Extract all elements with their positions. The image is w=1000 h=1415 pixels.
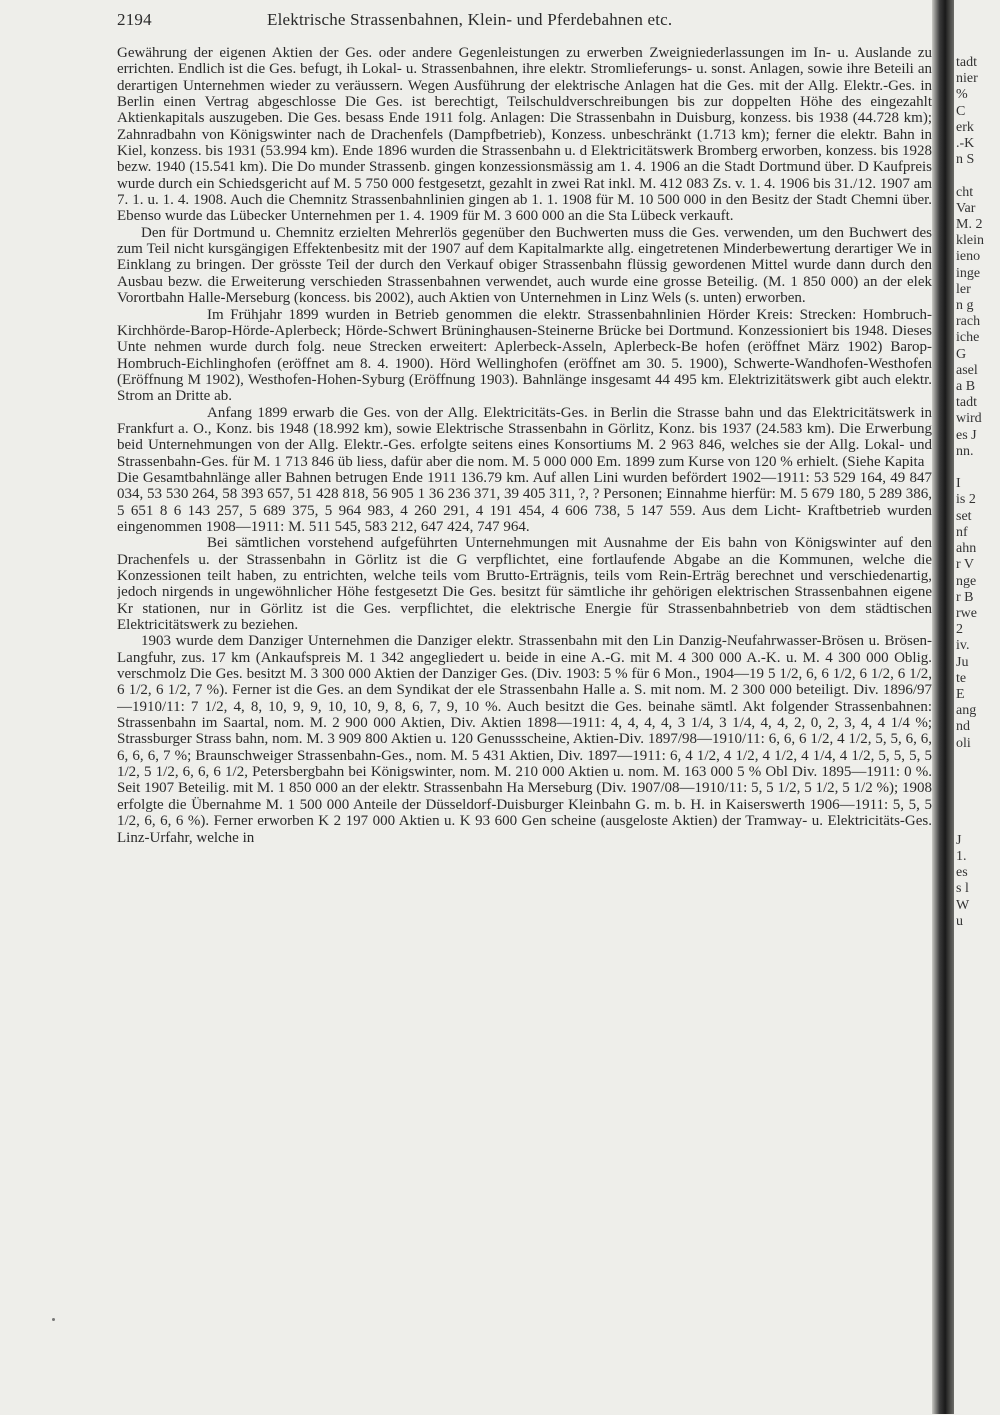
text-line: Die Gesamtbahnlänge aller Bahnen betrugen Ende 1911 136.79 km. Auf allen Lini [117, 469, 619, 486]
fragment-line: ieno [956, 249, 981, 265]
fragment-line: J [956, 832, 962, 848]
text-line: Zweigniederlassungen im In- u. Auslande zu errichten. Endlich ist die Ges. befugt, ih [117, 45, 932, 78]
paragraph [117, 405, 932, 470]
text-line: die Ges. verwenden, um den Buchwert des zum Teil nicht kursgängigen Effektenbesitz [117, 224, 932, 258]
fragment-line: nier [956, 71, 978, 87]
paragraph [117, 633, 932, 845]
text-line: Danzig-Neufahrwasser-Brösen u. Brösen-Langfuhr, zus. 17 km (Ankaufspreis M. 1 342 [117, 633, 932, 666]
text-line: 6, 6, 6 1/2, 4 1/2, 5, 5, 6, 6, 6, 6, 6, 7 %; Braunschweiger Strassenbahn-Ges., nom. M. 5 431 [117, 731, 932, 764]
text-line: Die Ges. besitzt M. 3 300 000 Aktien der Danziger Ges. (Div. 1903: 5 % für 6 Mon., 1904—19 [190, 666, 765, 683]
fragment-line: nd [956, 719, 970, 735]
fragment-line: asel [956, 362, 978, 378]
fragment-line [956, 800, 1000, 816]
text-line: Die Ges. besitzt für sämtliche ihr gehörigen elektrischen Strassenbahnen eigene Kr [117, 584, 932, 617]
text-line: inkl. M. 412 083 Zs. v. 1. 4. 1906 bis 31./12. 1907 am 7. 1. u. 1. 4. 1908. Auch die Chemnitz [117, 175, 932, 209]
fragment-line: r B [956, 589, 974, 605]
text-line: Unternehmungen von der Allg. Elektr.-Ges. erfolgte seitens eines Konsortiums [147, 437, 632, 454]
text-line: scheine (ausgeloste Aktien) der Tramway- u. Elektricitäts-Ges. Linz-Urfahr, welche in [117, 813, 932, 846]
text-line: 1903 wurde dem Danziger Unternehmen die Danziger elektr. Strassenbahn mit den Lin [141, 633, 674, 650]
text-line: mit der 1907 auf dem Kapitalmarkte allg. eingetretenen Minderbewertung derartiger We [383, 241, 917, 258]
fragment-line: tadt [956, 55, 977, 70]
fragment-line: wird [956, 411, 982, 427]
text-line: bahn von Königswinter auf den Drachenfels u. der Strassenbahn in Görlitz ist die G [117, 535, 932, 568]
text-line: Anlagen hat die Ges. mit der Allg. Elektr.-Ges. in Berlin einen Vertrag abgeschlosse [117, 77, 932, 111]
fragment-line: u [956, 913, 963, 929]
text-line: 1902), Westhofen-Hohen-Syburg (Eröffnung 1903). Bahnlänge insgesamt 44 495 km. [205, 371, 724, 388]
text-line: Div. 1895—1911: 0 %. Seit 1907 Beteilig. mit M. 1 850 000 an der elektr. Strassenbahn Ha [117, 764, 932, 797]
text-line: wurden befördert 1902—1911: 53 529 164, 49 847 034, 53 530 264, 58 393 657, 51 428 818, 56 905 1 [117, 469, 932, 503]
text-line: angegliedert u. beide in eine A.-G. mit M. 4 300 000 A.-K. u. M. 4 300 000 Oblig. verschmolz [117, 649, 932, 683]
text-line: Die Ges. ist berechtigt, Teilschuldverschreibungen bis zur doppelten Höhe des eingezahlt [344, 94, 932, 111]
fragment-line [956, 930, 1000, 946]
fragment-line: G [956, 346, 967, 362]
text-line: Strassenbahnen verwendet, auch wurde eine grosse Beteilig. (M. 1 850 000) an der elek [387, 273, 932, 290]
fragment-line: ang [956, 703, 977, 719]
text-line: teilt haben, zu entrichten, welche teils vom Brutto-Erträgnis, teils vom Rein-Erträg [207, 568, 730, 584]
fragment-line [956, 168, 1000, 184]
text-line: 6 143 257, 5 689 375, 5 964 983, 4 260 291, 4 191 454, 4 606 738, 5 147 559. Aus dem Licht- [173, 502, 801, 519]
text-line: Elektrizitätswerk gibt auch elektr. Strom an Dritte ab. [117, 371, 932, 405]
text-line: 5 1/2, 6, 6 1/2, 6 1/2, 6 1/2, 6 1/2, 6 1/2, 7 %). Ferner ist die Ges. an dem Syndikat der ele [117, 666, 932, 699]
fragment-line [956, 995, 1000, 1011]
fragment-line: ler [956, 281, 971, 297]
fragment-line: klein [956, 233, 984, 249]
fragment-line: nge [956, 573, 977, 589]
text-line: nehmen wurde durch folg. neue Strecken erweitert: Aplerbeck-Asseln, Aplerbeck-Be [154, 339, 698, 356]
text-line: bahn und das Elektricitätswerk in Frankfurt a. O., Konz. bis 1948 (18.992 km), sowie [117, 404, 932, 437]
text-line: M. 1 500 000 Anteile der Düsseldorf-Duisburger Kleinbahn G. m. b. H. in Kaiserswerth [265, 796, 805, 813]
running-title: Elektrische Strassenbahnen, Klein- und Pferdebahnen etc. [267, 10, 673, 29]
fragment-line: inge [956, 265, 981, 281]
paragraph [117, 225, 932, 307]
paragraph [117, 307, 932, 405]
text-line: Strassenbahnbetrieb von dem städtischen Elektricitätswerk zu beziehen. [117, 600, 932, 634]
text-line: M. 2 963 846, welches sie der Allg. Lokal- und Strassenbahn-Ges. für M. 1 713 846 üb [117, 437, 932, 470]
fragment-line: n S [956, 152, 975, 168]
fragment-line [956, 962, 1000, 978]
fragment-line: erk [956, 119, 974, 135]
book-gutter-shadow [932, 0, 954, 1414]
text-line: 36 236 371, 39 405 311, ?, ? Personen; Einnahme hierfür: M. 5 679 180, 5 289 386, 5 651 8 [117, 486, 932, 519]
text-line: Aktienkapitals auszugeben. Die Ges. besass Ende 1911 folg. Anlagen: Die Strassenbahn [117, 110, 656, 127]
fragment-line: a B [956, 379, 976, 395]
paragraph [117, 470, 932, 535]
text-line: Lokal- u. Strassenbahnen, ihre elektr. Stromlieferungs- u. sonst. Anlagen, sowie ihre Beteili [361, 61, 914, 78]
fragment-line: is 2 [956, 492, 976, 508]
text-line: Aktien, Div. 1897—1911: 6, 4 1/2, 4 1/2, 4 1/2, 4 1/4, 4 1/2, 5, 5, 5, 5 1/2, 5 1/2, 6, 6, 6 1/2, [117, 747, 932, 781]
fragment-line [956, 784, 1000, 800]
fragment-line: C [956, 103, 966, 119]
fragment-line [956, 752, 1000, 768]
fragment-line: te [956, 670, 967, 686]
text-line: Kraftbetrieb wurden eingenommen 1908—1911: M. 511 545, 583 212, 647 424, 747 964. [117, 502, 932, 535]
fragment-line: 2 [956, 622, 963, 638]
text-line: Den für Dortmund u. Chemnitz erzielten Mehrerlös gegenüber den Buchwerten muss [141, 224, 664, 241]
main-text-column [117, 45, 932, 1415]
text-line: berechnet und verschiedenartig, jedoch nirgends in ungewöhnlicher Höhe festgesetzt [117, 568, 932, 601]
fragment-line: nn. [956, 443, 974, 459]
fragment-line [956, 979, 1000, 995]
text-line: Strassenbahnlinien gingen ab 1. 1. 1908 für M. 10 500 000 in den Besitz der Stadt Chemni [351, 192, 899, 209]
paragraph [117, 535, 932, 633]
fragment-line: W [956, 897, 970, 913]
text-line: verpflichtet, eine fortlaufende Abgabe an die Kommunen, welche die Konzessionen [117, 551, 932, 584]
text-line: Wels (s. unten) erworben. [651, 290, 806, 307]
fragment-line: I [956, 476, 961, 492]
text-line: Aktien 1898—1911: 4, 4, 4, 4, 3 1/4, 3 1/4, 4, 4, 2, 0, 2, 3, 4, 4 1/4 %; Strassburger Strass [117, 715, 932, 748]
text-line: hofen (eröffnet März 1902) Barop-Hombruch-Eichlinghofen (eröffnet am 8. 4. 1900). Hörd [117, 339, 932, 372]
text-line: Hörder Kreis: Strecken: Hombruch-Kirchhörde-Barop-Hörde-Aplerbeck; Hörde-Schwert [117, 306, 932, 339]
text-line: Kaufpreis wurde durch ein Schiedsgericht auf M. 5 750 000 festgesetzt, gezahlt in zwei Rat [117, 159, 932, 192]
text-line: an derartigen Unternehmen wieder zu veräussern. Wegen Ausführung der elektrische [117, 61, 932, 94]
text-line: flüssig gewordenen Mittel wurde dann durch den Ausbau bezw. die Erweiterung verschieden [117, 257, 932, 290]
text-line: Petersbergbahn bei Königswinter, nom. M. 210 000 Aktien u. nom. M. 163 000 5 % Obl [252, 764, 788, 781]
fragment-line: M. 2 [956, 217, 983, 233]
text-line: Bei sämtlichen vorstehend aufgeführten Unternehmungen mit Ausnahme der Eis [207, 535, 721, 552]
text-line: 4, 8, 10, 9, 9, 10, 10, 9, 8, 6, 7, 9, 10 %. Auch besitzt die Ges. beinahe sämtl. Akt [233, 698, 765, 715]
text-line: Elektricitätswerk Bromberg erworben, konzess. bis 1928 bezw. 1940 (15.541 km). Die Do [117, 143, 932, 176]
fragment-line: % [956, 87, 968, 103]
page-header [117, 10, 917, 34]
fragment-line: set [956, 508, 972, 524]
fragment-line [956, 460, 1000, 476]
fragment-line [956, 768, 1000, 784]
text-line: bahn, nom. M. 3 909 800 Aktien u. 120 Genussscheine, Aktien-Div. 1897/98—1910/11: [235, 731, 765, 748]
fragment-line: Ju [956, 654, 969, 670]
text-line: Anfang 1899 erwarb die Ges. von der Allg. Elektricitäts-Ges. in Berlin die Strasse [207, 404, 720, 421]
fragment-line: s l [956, 881, 969, 897]
text-line: Elektrische Strassenbahn in Görlitz, Konz. bis 1937 (24.583 km). Die Erwerbung beid [117, 420, 932, 454]
fragment-line: rach [956, 314, 981, 330]
fragment-line [956, 1011, 1000, 1027]
scan-speck [52, 1318, 55, 1321]
text-line: Merseburg (Div. 1907/08—1910/11: 5, 5 1/2, 5 1/2, 5 1/2 %); 1908 erfolgte die Übernahme [117, 780, 932, 813]
fragment-line: cht [956, 184, 974, 200]
text-line: in Kiel, konzess. bis 1931 (53.994 km). Ende 1896 wurden die Strassenbahn u. d [117, 126, 932, 160]
fragment-line: ahn [956, 541, 977, 557]
text-line: Lübeck verkauft. [631, 208, 734, 225]
paragraph [117, 45, 932, 225]
text-line: Gewährung der eigenen Aktien der Ges. oder andere Gegenleistungen zu erwerben [117, 45, 643, 61]
fragment-line: nf [956, 524, 968, 540]
text-line: liess, dafür aber die nom. M. 5 000 000 Em. 1899 zum Kurse von 120 % erhielt. (Siehe Kapita [356, 453, 925, 470]
text-line: Drachenfels (Dampfbetrieb), Konzess. unbeschränkt (1.713 km); ferner die elektr. Bahn [370, 126, 915, 143]
fragment-line: tadt [956, 395, 977, 411]
fragment-line [956, 817, 1000, 833]
fragment-line [956, 946, 1000, 962]
page-number: 2194 [117, 10, 152, 29]
fragment-line: 1. [956, 848, 967, 864]
text-line: 1906—1911: 5, 5, 5 1/2, 6, 6, 6 %). Ferner erworben K 2 197 000 Aktien u. K 93 600 Gen [117, 796, 932, 830]
text-line: Strassenbahn Halle a. S. mit nom. M. 2 300 000 beteiligt. Div. 1896/97—1910/11: 7 1/2, [117, 682, 932, 715]
text-line: folgender Strassenbahnen: Strassenbahn im Saartal, nom. M. 2 900 000 Aktien, Div. [117, 698, 932, 732]
text-line: Im Frühjahr 1899 wurden in Betrieb genommen die elektr. Strassenbahnlinien [207, 306, 701, 323]
text-line: Brüninghausen-Steinerne Brücke bei Dortmund. Konzessioniert bis 1948. Dieses Unte [117, 322, 932, 356]
fragment-line: Var [956, 200, 976, 216]
text-line: munder Strassenb. gingen konzessionsmässig am 1. 4. 1906 an die Stadt Dortmund über. D [319, 159, 869, 176]
fragment-line: n g [956, 298, 974, 314]
text-line: stationen, nur in Görlitz ist die Ges. verpflichtet, die elektrische Energie für [142, 600, 659, 617]
fragment-line: E [956, 686, 965, 702]
text-line: Wellinghofen (eröffnet am 30. 5. 1900), Schwerte-Wandhofen-Westhofen (Eröffnung M [117, 355, 932, 388]
adjacent-page-fragment [956, 55, 1000, 1395]
fragment-line: es [956, 865, 968, 881]
fragment-line: iche [956, 330, 980, 346]
text-line: Vorortbahn Halle-Merseburg (koncess. bis 2002), auch Aktien von Unternehmen in Linz [117, 290, 648, 307]
fragment-line: rwe [956, 605, 977, 621]
text-line: über. Ebenso wurde das Lübecker Unternehmen per 1. 4. 1909 für M. 3 600 000 an die Sta [117, 192, 932, 225]
fragment-line: .-K [956, 136, 975, 152]
fragment-line: oli [956, 735, 971, 751]
fragment-line: r V [956, 557, 975, 573]
fragment-line: iv. [956, 638, 970, 654]
fragment-line: es J [956, 427, 977, 443]
text-line: in Einklang zu bringen. Der grösste Teil der durch den Verkauf obiger Strassenbahn [117, 241, 932, 274]
text-line: in Duisburg, konzess. bis 1938 (44.728 km); Zahnradbahn von Königswinter nach de [117, 110, 932, 143]
